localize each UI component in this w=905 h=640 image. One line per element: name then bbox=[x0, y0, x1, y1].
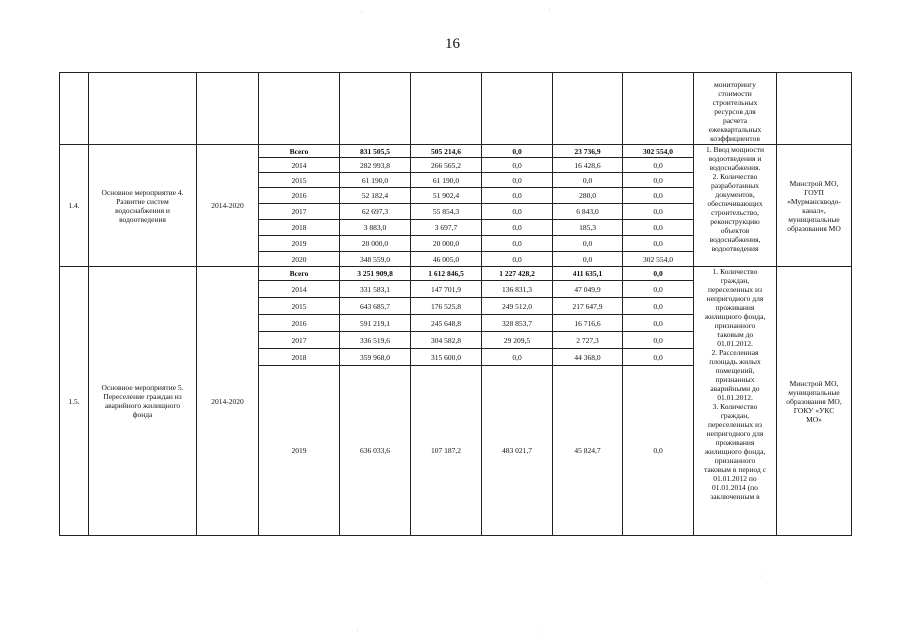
amount-cell: 176 525,8 bbox=[411, 298, 482, 315]
amount-cell: 44 368,0 bbox=[553, 349, 623, 366]
amount-cell: 0,0 bbox=[482, 252, 553, 267]
amount-cell: 0,0 bbox=[623, 236, 694, 252]
amount-cell: 0,0 bbox=[623, 315, 694, 332]
amount-cell: 266 565,2 bbox=[411, 158, 482, 173]
amount-cell: 328 853,7 bbox=[482, 315, 553, 332]
page-number: 16 bbox=[445, 36, 460, 52]
measure-name: Основное мероприятие 4. Развитие систем водоснабжения и водоотведения bbox=[89, 145, 197, 267]
amount-cell: 0,0 bbox=[482, 349, 553, 366]
scan-speck: · bbox=[360, 8, 363, 17]
cell-empty bbox=[259, 73, 340, 145]
amount-cell: 0,0 bbox=[482, 204, 553, 220]
amount-cell: 0,0 bbox=[623, 220, 694, 236]
year-cell: 2019 bbox=[259, 366, 340, 536]
indicator-continuation: мониторингу стоимости строительных ресурсов для расчета ежеквартальных коэффициентов bbox=[694, 73, 777, 145]
amount-cell: 0,0 bbox=[623, 173, 694, 188]
amount-cell: 147 701,9 bbox=[411, 281, 482, 298]
amount-cell: 591 219,1 bbox=[340, 315, 411, 332]
amount-cell: 46 005,0 bbox=[411, 252, 482, 267]
year-cell: 2014 bbox=[259, 281, 340, 298]
amount-cell: 61 190,0 bbox=[340, 173, 411, 188]
total-row bbox=[60, 145, 852, 158]
amount-cell: 411 635,1 bbox=[553, 267, 623, 281]
year-cell: 2014 bbox=[259, 158, 340, 173]
amount-cell: 51 902,4 bbox=[411, 188, 482, 204]
amount-cell: 52 182,4 bbox=[340, 188, 411, 204]
scan-speck: · bbox=[540, 628, 543, 637]
amount-cell: 185,3 bbox=[553, 220, 623, 236]
year-cell: 2018 bbox=[259, 349, 340, 366]
cell-empty bbox=[623, 73, 694, 145]
amount-cell: 336 519,6 bbox=[340, 332, 411, 349]
amount-cell: 348 559,0 bbox=[340, 252, 411, 267]
amount-cell: 217 647,9 bbox=[553, 298, 623, 315]
year-cell: 2017 bbox=[259, 204, 340, 220]
amount-cell: 0,0 bbox=[623, 267, 694, 281]
year-cell: Всего bbox=[259, 267, 340, 281]
amount-cell: 0,0 bbox=[623, 366, 694, 536]
amount-cell: 16 716,6 bbox=[553, 315, 623, 332]
year-cell: 2017 bbox=[259, 332, 340, 349]
amount-cell: 47 049,9 bbox=[553, 281, 623, 298]
year-cell: Всего bbox=[259, 145, 340, 158]
executor: Минстрой МО, муниципальные образования МО, ГОКУ «УКС МО» bbox=[777, 267, 852, 536]
measure-name: Основное мероприятие 5. Переселение граждан из аварийного жилищного фонда bbox=[89, 267, 197, 536]
period: 2014-2020 bbox=[197, 267, 259, 536]
amount-cell: 636 033,6 bbox=[340, 366, 411, 536]
row-number: 1.4. bbox=[60, 145, 89, 267]
amount-cell: 359 968,0 bbox=[340, 349, 411, 366]
amount-cell: 0,0 bbox=[553, 236, 623, 252]
amount-cell: 0,0 bbox=[482, 145, 553, 158]
row-number: 1.5. bbox=[60, 267, 89, 536]
amount-cell: 55 854,3 bbox=[411, 204, 482, 220]
indicators: 1. Ввод мощности водоотведения и водоснабжения. 2. Количество разработанных документов, обеспечивающих строительство, реконструкцию объектов водоснабжения, водоотведения bbox=[694, 145, 777, 267]
cell-empty bbox=[482, 73, 553, 145]
period: 2014-2020 bbox=[197, 145, 259, 267]
amount-cell: 280,0 bbox=[553, 188, 623, 204]
amount-cell: 302 554,0 bbox=[623, 252, 694, 267]
cell-empty bbox=[197, 73, 259, 145]
amount-cell: 0,0 bbox=[482, 236, 553, 252]
amount-cell: 0,0 bbox=[482, 188, 553, 204]
amount-cell: 0,0 bbox=[482, 173, 553, 188]
amount-cell: 0,0 bbox=[623, 188, 694, 204]
amount-cell: 245 648,8 bbox=[411, 315, 482, 332]
executor: Минстрой МО, ГОУП «Мурманскводо- канал», муниципальные образования МО bbox=[777, 145, 852, 267]
amount-cell: 643 685,7 bbox=[340, 298, 411, 315]
amount-cell: 0,0 bbox=[482, 158, 553, 173]
year-cell: 2019 bbox=[259, 236, 340, 252]
cell-empty bbox=[553, 73, 623, 145]
program-table bbox=[59, 72, 852, 536]
amount-cell: 3 251 909,8 bbox=[340, 267, 411, 281]
scan-speck: · bbox=[548, 6, 551, 15]
amount-cell: 61 190,0 bbox=[411, 173, 482, 188]
amount-cell: 45 824,7 bbox=[553, 366, 623, 536]
year-cell: 2015 bbox=[259, 173, 340, 188]
year-cell: 2020 bbox=[259, 252, 340, 267]
cell-empty bbox=[777, 73, 852, 145]
amount-cell: 2 727,3 bbox=[553, 332, 623, 349]
amount-cell: 3 697,7 bbox=[411, 220, 482, 236]
year-cell: 2016 bbox=[259, 315, 340, 332]
amount-cell: 20 000,0 bbox=[340, 236, 411, 252]
amount-cell: 1 612 846,5 bbox=[411, 267, 482, 281]
amount-cell: 505 214,6 bbox=[411, 145, 482, 158]
total-row bbox=[60, 267, 852, 281]
amount-cell: 249 512,0 bbox=[482, 298, 553, 315]
amount-cell: 62 697,3 bbox=[340, 204, 411, 220]
amount-cell: 315 600,0 bbox=[411, 349, 482, 366]
amount-cell: 0,0 bbox=[623, 349, 694, 366]
amount-cell: 831 505,5 bbox=[340, 145, 411, 158]
amount-cell: 20 000,0 bbox=[411, 236, 482, 252]
amount-cell: 107 187,2 bbox=[411, 366, 482, 536]
amount-cell: 0,0 bbox=[623, 281, 694, 298]
amount-cell: 0,0 bbox=[623, 158, 694, 173]
amount-cell: 136 831,3 bbox=[482, 281, 553, 298]
indicators: 1. Количество граждан, переселенных из непригодного для проживания жилищного фонда, признанного таковым до 01.01.2012. 2. Расселенная площадь жилых помещений, признанных аварийными до 01.01.2012. 3. Количество граждан, переселенных из непригодного для проживания жилищного фонда, признанного таковым в период с 01.01.2012 по 01.01.2014 (по заключенным в bbox=[694, 267, 777, 536]
amount-cell: 0,0 bbox=[553, 173, 623, 188]
cell-empty bbox=[411, 73, 482, 145]
year-cell: 2016 bbox=[259, 188, 340, 204]
continuation-row bbox=[60, 73, 852, 145]
amount-cell: 304 582,8 bbox=[411, 332, 482, 349]
amount-cell: 483 021,7 bbox=[482, 366, 553, 536]
amount-cell: 16 428,6 bbox=[553, 158, 623, 173]
amount-cell: 0,0 bbox=[553, 252, 623, 267]
scan-speck: · bbox=[760, 572, 763, 581]
cell-empty bbox=[60, 73, 89, 145]
amount-cell: 1 227 428,2 bbox=[482, 267, 553, 281]
cell-empty bbox=[89, 73, 197, 145]
amount-cell: 282 993,8 bbox=[340, 158, 411, 173]
amount-cell: 0,0 bbox=[623, 204, 694, 220]
amount-cell: 3 883,0 bbox=[340, 220, 411, 236]
amount-cell: 23 736,9 bbox=[553, 145, 623, 158]
amount-cell: 0,0 bbox=[623, 298, 694, 315]
scan-speck: · bbox=[356, 626, 359, 635]
year-cell: 2018 bbox=[259, 220, 340, 236]
amount-cell: 331 583,1 bbox=[340, 281, 411, 298]
amount-cell: 0,0 bbox=[623, 332, 694, 349]
cell-empty bbox=[340, 73, 411, 145]
amount-cell: 6 843,0 bbox=[553, 204, 623, 220]
amount-cell: 29 209,5 bbox=[482, 332, 553, 349]
amount-cell: 0,0 bbox=[482, 220, 553, 236]
amount-cell: 302 554,0 bbox=[623, 145, 694, 158]
year-cell: 2015 bbox=[259, 298, 340, 315]
